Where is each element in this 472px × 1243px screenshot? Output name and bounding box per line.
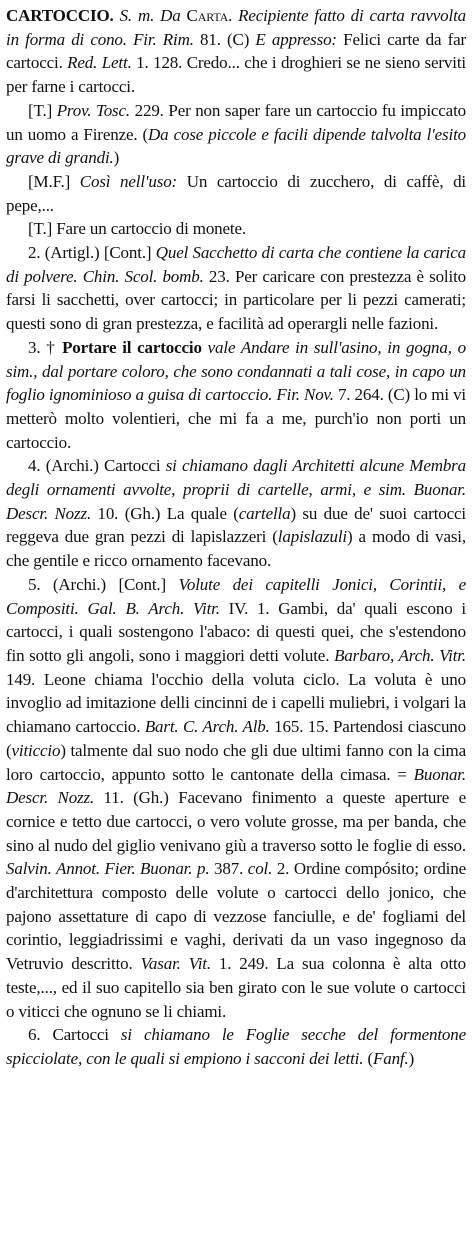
citation: Buonar. Descr. Nozz. — [6, 764, 466, 808]
definition: Quel Sacchetto di carta che contiene la carica di polvere. Chin. Scol. bomb. — [6, 243, 466, 286]
entry-sense-4: 4. (Archi.) Cartocci si chiamano dagli Architetti alcune Membra degli ornamenti avvolte, proprii di cartelle, armi, e sim. Buonar. Descr. Nozz. 10. (Gh.) La quale (cartella) su due de' suoi cartocci reggeva due gran pezzi di lapislazzeri (lapislazuli) a modo di vasi, che gentile e ricco ornamento facevano. — [6, 456, 467, 571]
citation: Fanf. — [372, 1048, 409, 1068]
citation: Bart. C. Arch. Alb. — [144, 717, 270, 737]
entry-sense-6: 6. Cartocci si chiamano le Foglie secche del formentone spicciolate, con le quali si empiono i sacconi dei letti. (Fanf.) — [6, 1025, 466, 1068]
grammar-note: S. m. Da — [119, 6, 187, 25]
gloss: Così nell'uso: — [79, 171, 178, 191]
example-text: Felici carte da far cartocci. — [6, 29, 466, 73]
entry-phrase: [T.] Fare un cartoccio di monete. — [28, 219, 247, 239]
entry-proverb: [T.] Prov. Tosc. 229. Per non saper fare un cartoccio fu impiccato un uomo a Firenze. (Da cose piccole e facili dipende talvolta l'esito grave di grandi.) — [6, 100, 467, 168]
citation: Salvin. Annot. Fier. Buonar. p. — [6, 859, 210, 879]
entry-sense-3: 3. † Portare il cartoccio vale Andare in sull'asino, in gogna, o sim., dal portare coloro, che sono condannati a tali cose, in capo un foglio ignominioso a guisa di cartoccio. Fir. Nov. 7. 264. (C) lo mi vi metterò molto volentieri, che mi fa a me, purch'io non porti un cartoccio. — [6, 337, 466, 452]
dictionary-entry — [6, 4, 466, 1071]
definition: vale Andare in sull'asino, in gogna, o sim., dal portare coloro, che sono condannati a tali cose, in capo un foglio ignominioso a guisa di cartoccio. Fir. Nov. — [6, 337, 466, 405]
definition: Volute dei capitelli Jonici, Corintii, e Compositi. Gal. B. Arch. Vitr. — [6, 574, 466, 618]
etymology: Carta — [186, 6, 229, 25]
entry-definition-1: CARTOCCIO. S. m. Da Carta. Recipiente fatto di carta ravvolta in forma di cono. Fir. Rim. 81. (C) E appresso: Felici carte da far cartocci. Red. Lett. 1. 128. Credo... che i droghieri se ne sieno serviti per farne i cartocci. — [6, 6, 466, 97]
definition: si chiamano dagli Architetti alcune Membra degli ornamenti avvolte, proprii di cartelle, armi, e sim. Buonar. Descr. Nozz. — [6, 456, 467, 523]
definition: si chiamano le Foglie secche del formentone spicciolate, con le quali si empiono i sacconi dei letti. — [6, 1025, 466, 1068]
definition: Recipiente fatto di carta ravvolta in forma di cono. Fir. Rim. — [6, 6, 466, 49]
citation: col. — [247, 859, 273, 879]
headword: CARTOCCIO. — [6, 6, 114, 25]
entry-sense-5: 5. (Archi.) [Cont.] Volute dei capitelli Jonici, Corintii, e Compositi. Gal. B. Arch. Vitr. IV. 1. Gambi, da' quali escono i cartocci, i quali sostengono l'abaco: di questi quei, che s'estendono fin sotto gli angoli, sono i maggiori detti volute. Barbaro, Arch. Vitr. 149. Leone chiama l'occhio della voluta ciclo. La voluta è uno invoglio ad imitazione delli cincinni de i capelli muliebri, i volgari la chiamano cartoccio. Bart. C. Arch. Alb. 165. 15. Partendosi ciascuno (viticcio) talmente dal suo nodo che gli due ultimi fanno con la cima loro cartoccio, appunto sotto le cantonate della cimasa. = Buonar. Descr. Nozz. 11. (Gh.) Facevano finimento a queste aperture e cornice e tetto due cartocci, o vero volute grosse, ma per banda, che sino al nudo del giglio venivano giù a traverso sotto le foglie di esso. Salvin. Annot. Fier. Buonar. p. 387. col. 2. Ordine compósito; ordine d'architettura composto delle volute o cartocci dello jonico, che pajono assettature di capo di vezzose fanciulle, e de' fogliami del corintio, leggiadrissimi e vaghi, derivati da un vaso ingegnoso da Vetruvio descritto. Vasar. Vit. 1. 249. La sua colonna è alta otto teste,..., ed il suo capitello sia ben girato con le sue volute o cartocci o viticci che ognuno se li chiami. — [6, 574, 466, 1021]
citation: Barbaro, Arch. Vitr. — [334, 645, 466, 665]
entry-sense-2: 2. (Artigl.) [Cont.] Quel Sacchetto di carta che contiene la carica di polvere. Chin. Scol. bomb. 23. Per caricare con prestezza è solito farsi li sacchetti, over cartocci; in particolare per li pezzi camerati; questi sono di gran prestezza, e facilità ad operargli nelle fazioni. — [6, 243, 466, 334]
phrase: Portare il cartoccio — [62, 337, 202, 357]
citation: Prov. Tosc. — [56, 100, 131, 120]
entry-usage: [M.F.] Così nell'uso: Un cartoccio di zucchero, di caffè, di pepe,... — [6, 171, 466, 215]
citation: Red. Lett. — [67, 53, 132, 73]
gloss: Da cose piccole e facili dipende talvolta l'esito grave di grandi. — [6, 124, 467, 168]
citation: Vasar. Vit. — [140, 954, 211, 974]
